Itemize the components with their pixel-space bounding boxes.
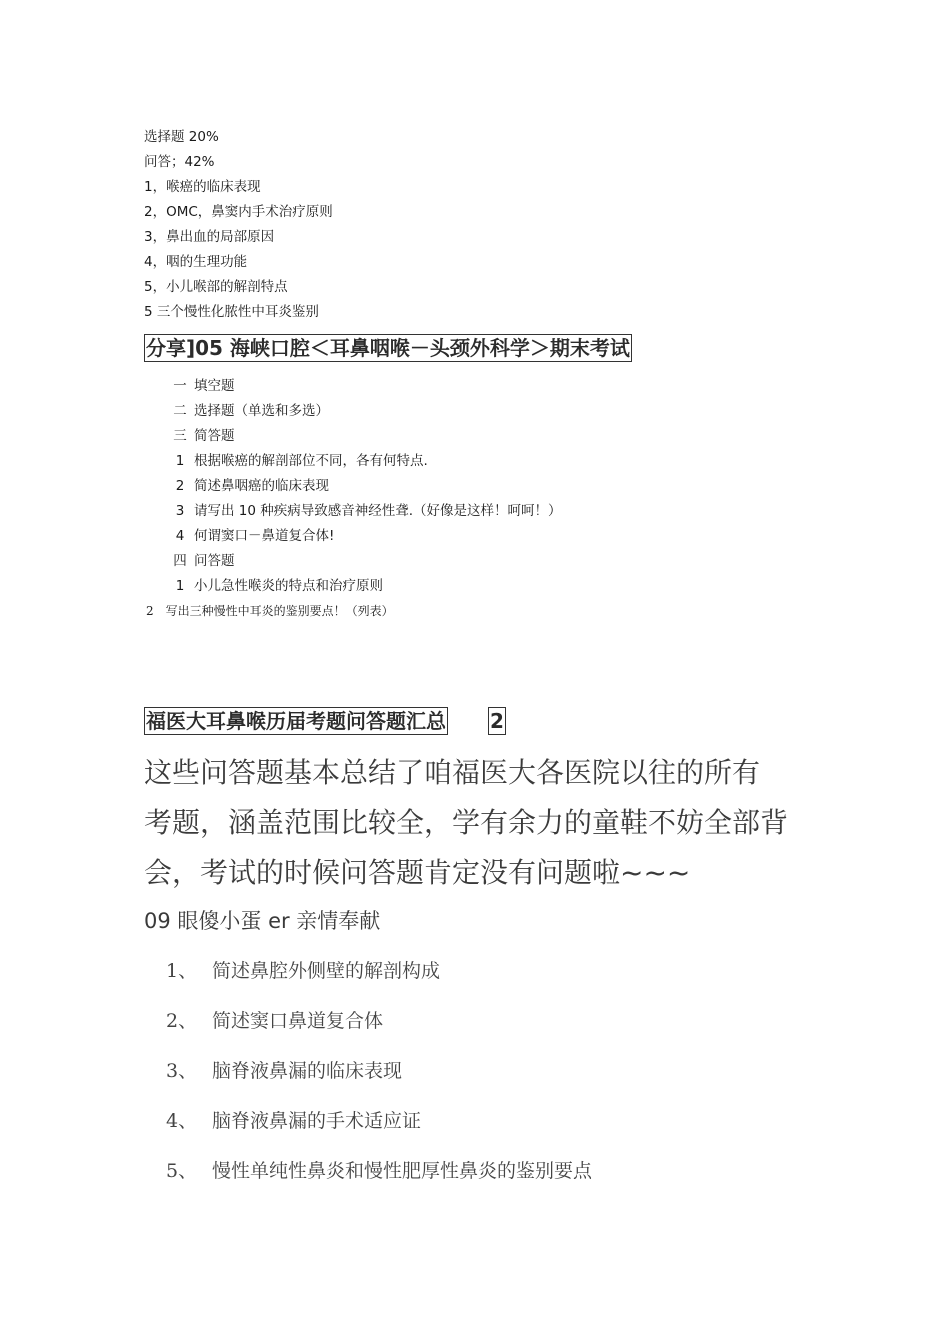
question-item — [166, 958, 440, 984]
section-title-number: 2 — [490, 709, 504, 733]
list-item-text: 根据喉癌的解剖部位不同，各有何特点. — [194, 453, 428, 469]
text-line: 2，OMC，鼻窦内手术治疗原则 — [144, 204, 333, 220]
list-item-text: 简述鼻咽癌的临床表现 — [194, 478, 329, 494]
question-text: 脑脊液鼻漏的临床表现 — [212, 1060, 403, 1082]
question-number: 1、 — [166, 960, 198, 982]
list-item-text: 小儿急性喉炎的特点和治疗原则 — [194, 578, 383, 594]
question-text: 简述窦口鼻道复合体 — [212, 1010, 384, 1032]
list-item-number: 二 — [173, 403, 187, 419]
list-item-number: 四 — [173, 553, 187, 569]
list-item-number: 三 — [173, 428, 187, 444]
question-number: 2、 — [166, 1010, 198, 1032]
list-item — [166, 502, 562, 520]
list-item-number: 3 — [175, 503, 185, 519]
list-item — [166, 452, 428, 470]
list-item-text: 选择题（单选和多选） — [194, 403, 329, 419]
intro-line: 会，考试的时候问答题肯定没有问题啦~~~ — [144, 856, 691, 889]
question-item — [166, 1058, 402, 1084]
text-line: 4，咽的生理功能 — [144, 254, 248, 270]
list-item — [166, 477, 329, 495]
question-item — [166, 1158, 592, 1184]
section-title: 分享]05 海峡口腔＜耳鼻咽喉－头颈外科学＞期末考试 — [146, 336, 630, 360]
text-line: 2 写出三种慢性中耳炎的鉴别要点！（列表） — [146, 604, 394, 618]
text-line: 5，小儿喉部的解剖特点 — [144, 279, 288, 295]
question-text: 脑脊液鼻漏的手术适应证 — [212, 1110, 422, 1132]
list-item-number: 1 — [175, 578, 185, 594]
question-number: 3、 — [166, 1060, 198, 1082]
text-line: 3，鼻出血的局部原因 — [144, 229, 275, 245]
text-line: 选择题 20% — [144, 129, 219, 145]
intro-line: 考题，涵盖范围比较全，学有余力的童鞋不妨全部背 — [144, 806, 789, 839]
list-item-number: 4 — [175, 528, 185, 544]
list-item-text: 请写出 10 种疾病导致感音神经性聋.（好像是这样！呵呵！） — [194, 503, 562, 519]
text-line: 问答；42% — [144, 154, 215, 170]
list-item — [166, 552, 235, 570]
list-item-text: 填空题 — [194, 378, 235, 394]
list-item — [166, 427, 235, 445]
question-number: 4、 — [166, 1110, 198, 1132]
text-line: 1，喉癌的临床表现 — [144, 179, 261, 195]
section-title: 福医大耳鼻喉历届考题问答题汇总 — [146, 709, 446, 733]
question-item — [166, 1008, 383, 1034]
question-number: 5、 — [166, 1160, 198, 1182]
list-item — [166, 577, 383, 595]
list-item-number: 一 — [173, 378, 187, 394]
list-item — [166, 402, 329, 420]
credit-line: 09 眼傻小蛋 er 亲情奉献 — [144, 909, 381, 933]
list-item-number: 2 — [175, 478, 185, 494]
list-item-number: 1 — [175, 453, 185, 469]
question-text: 慢性单纯性鼻炎和慢性肥厚性鼻炎的鉴别要点 — [212, 1160, 593, 1182]
intro-line: 这些问答题基本总结了咱福医大各医院以往的所有 — [144, 756, 761, 789]
text-line: 5 三个慢性化脓性中耳炎鉴别 — [144, 304, 319, 320]
list-item — [166, 377, 235, 395]
list-item-text: 何谓窦口－鼻道复合体! — [194, 528, 335, 544]
list-item-text: 问答题 — [194, 553, 235, 569]
question-item — [166, 1108, 421, 1134]
list-item-text: 简答题 — [194, 428, 235, 444]
question-text: 简述鼻腔外侧壁的解剖构成 — [212, 960, 441, 982]
list-item — [166, 527, 334, 545]
